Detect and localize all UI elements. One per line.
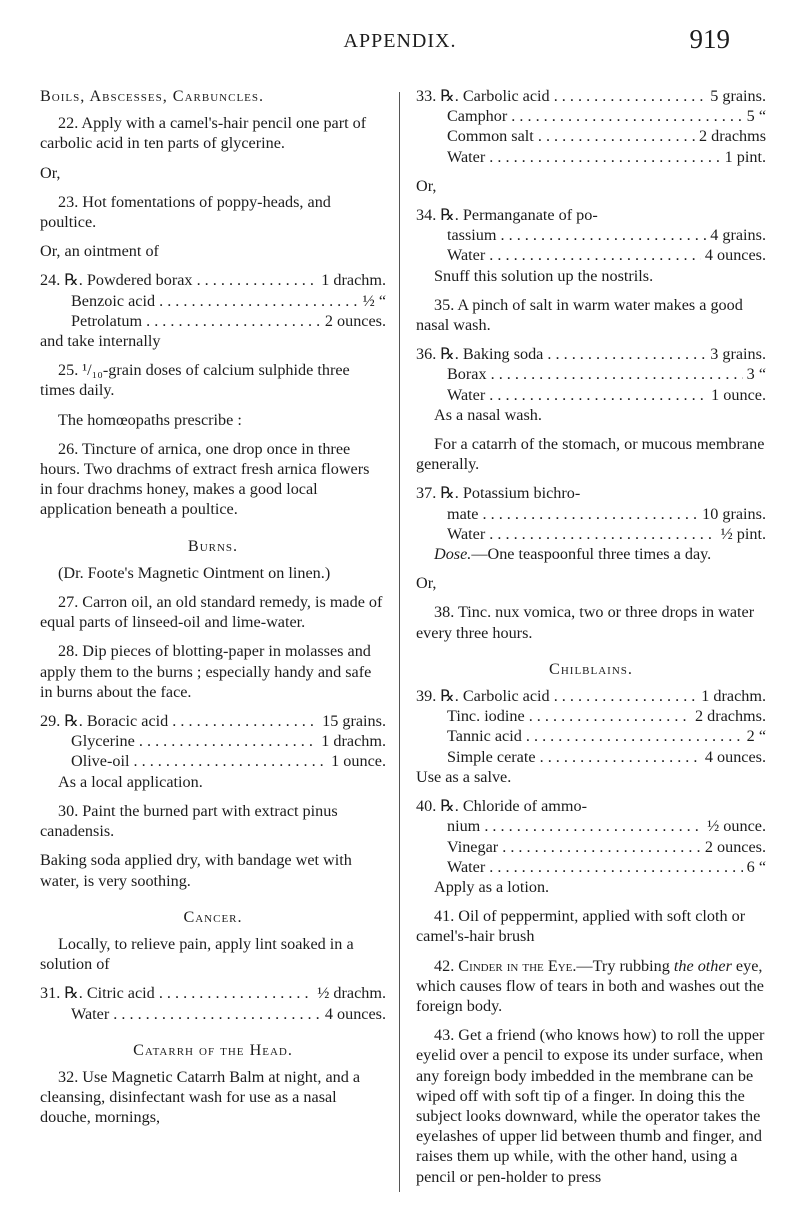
rx-quantity: ½ “ xyxy=(362,291,386,310)
rx-quantity: 1 drachm. xyxy=(321,732,386,751)
rx-ingredient: Borax . . . xyxy=(447,364,743,384)
rx-note: As a local application. xyxy=(58,772,203,791)
column-divider xyxy=(399,92,400,1192)
prescription-34 xyxy=(416,205,766,286)
rx-quantity: 3 grains. xyxy=(710,345,766,364)
rx-ingredient: nium . . . xyxy=(447,816,703,836)
rx-line xyxy=(40,983,386,1003)
prescription-33 xyxy=(416,86,766,167)
rx-quantity: 15 grains. xyxy=(322,712,386,731)
rx-ingredient: Simple cerate . . . xyxy=(447,747,701,767)
section-title-cancer: Cancer. xyxy=(183,907,243,926)
rx-line xyxy=(416,524,766,544)
prescription-24 xyxy=(40,270,386,351)
or-separator: Or, xyxy=(416,176,437,195)
rx-quantity: 2 ounces. xyxy=(324,311,386,330)
remedy-27: 27. Carron oil, an old standard remedy, is made of equal parts of linseed-oil and lime-water. xyxy=(40,593,383,632)
rx-line xyxy=(416,245,766,265)
rx-quantity: 4 ounces. xyxy=(324,1004,386,1023)
rx-note: Apply as a lotion. xyxy=(434,877,550,896)
rx-line xyxy=(416,126,766,146)
section-title-chilblains: Chilblains. xyxy=(549,659,633,678)
remedy-38: 38. Tinc. nux vomica, two or three drops in water every three hours. xyxy=(416,603,755,642)
rx-ingredient: 36. ℞. Baking soda . . . xyxy=(416,344,706,364)
rx-quantity: 2 drachms. xyxy=(694,707,766,726)
right-column xyxy=(416,86,766,1196)
rx-ingredient: Camphor . . . xyxy=(447,106,743,126)
rx-quantity: 4 ounces. xyxy=(704,747,766,766)
page-header xyxy=(0,24,800,64)
stomach-intro: For a catarrh of the stomach, or mucous membrane generally. xyxy=(416,435,765,474)
rx-ingredient: Vinegar . . . xyxy=(447,837,701,857)
rx-line xyxy=(416,106,766,126)
remedy-30-baking-soda: Baking soda applied dry, with bandage wet with water, is very soothing. xyxy=(40,851,352,890)
prescription-39 xyxy=(416,686,766,787)
rx-quantity: 2 drachms xyxy=(699,127,766,146)
rx-quantity: 4 ounces. xyxy=(704,246,766,265)
rx-ingredient: 29. ℞. Boracic acid . . . xyxy=(40,711,318,731)
prescription-40 xyxy=(416,796,766,897)
remedy-28: 28. Dip pieces of blotting-paper in molasses and apply them to the burns ; especially handy and safe in burns about the face. xyxy=(40,642,372,701)
rx-quantity: 6 “ xyxy=(746,857,766,876)
or-separator: Or, xyxy=(416,574,437,593)
rx-ingredient: Water . . . xyxy=(447,385,707,405)
or-separator: Or, xyxy=(40,163,61,182)
rx-quantity: 2 ounces. xyxy=(704,837,766,856)
rx-line xyxy=(40,1004,386,1024)
rx-ingredient: Tinc. iodine . . . xyxy=(447,706,691,726)
rx-note: As a nasal wash. xyxy=(434,405,542,424)
running-title: APPENDIX. xyxy=(343,30,457,52)
cancer-intro: Locally, to relieve pain, apply lint soaked in a solution of xyxy=(40,934,354,974)
remedy-22: 22. Apply with a camel's-hair pencil one part of carbolic acid in ten parts of glycerine. xyxy=(40,114,367,153)
ointment-intro: Or, an ointment of xyxy=(40,242,159,261)
rx-ingredient: Water . . . xyxy=(447,857,743,877)
remedy-32: 32. Use Magnetic Catarrh Balm at night, and a cleansing, disinfectant wash for use as a nasal douche, mornings, xyxy=(40,1067,361,1127)
rx-line xyxy=(416,706,766,726)
dose-line xyxy=(416,544,766,564)
rx-quantity: 5 “ xyxy=(746,107,766,126)
remedy-42-title: 42. Cinder in the Eye. xyxy=(434,956,577,975)
rx-quantity: 4 grains. xyxy=(710,226,766,245)
rx-quantity: 1 ounce. xyxy=(711,385,766,404)
rx-quantity: 1 drachm. xyxy=(321,271,386,290)
homeopaths-intro: The homœopaths prescribe : xyxy=(58,410,242,429)
remedy-26: 26. Tincture of arnica, one drop once in three hours. Two drachms of extract fresh arnica flowers in four drachms honey, makes a good local application beneath a poultice. xyxy=(40,439,370,519)
rx-ingredient: Olive-oil . . . xyxy=(71,751,327,771)
rx-quantity: 1 drachm. xyxy=(701,687,766,706)
rx-ingredient: tassium . . . xyxy=(447,225,706,245)
remedy-30: 30. Paint the burned part with extract pinus canadensis. xyxy=(40,801,338,841)
rx-ingredient: Water . . . xyxy=(447,147,721,167)
rx-ingredient: Water . . . xyxy=(447,245,701,265)
rx-ingredient: Water . . . xyxy=(447,524,717,544)
rx-ingredient: 24. ℞. Powdered borax . . . xyxy=(40,270,317,290)
rx-line xyxy=(416,837,766,857)
prescription-29 xyxy=(40,711,386,792)
rx-quantity: 10 grains. xyxy=(702,504,766,523)
rx-quantity: ½ ounce. xyxy=(707,817,766,836)
rx-quantity: 3 “ xyxy=(746,365,766,384)
remedy-25: 25. ¹/₁₀-grain doses of calcium sulphide three times daily. xyxy=(40,361,350,400)
rx-ingredient: Benzoic acid . . . xyxy=(71,291,359,311)
rx-line xyxy=(416,147,766,167)
prescription-37 xyxy=(416,483,766,564)
rx-head: 40. ℞. Chloride of ammo- xyxy=(416,797,587,816)
rx-line xyxy=(40,731,386,751)
page-number: 919 xyxy=(689,24,730,54)
remedy-23: 23. Hot fomentations of poppy-heads, and poultice. xyxy=(40,192,331,232)
section-title-catarrh: Catarrh of the Head. xyxy=(133,1040,293,1059)
rx-head: 37. ℞. Potassium bichro- xyxy=(416,484,581,503)
left-column xyxy=(40,86,386,1137)
remedy-43: 43. Get a friend (who knows how) to roll the upper eyelid over a pencil to expose its under surface, when any foreign body imbedded in the membrane can be wiped off with soft tip of a finger. In doing this the subject looks downward, while the operator takes the eyelashes of upper lid between thumb and finger, and raises them up while, with the other hand, using a pencil or pen-holder to press xyxy=(416,1026,765,1186)
rx-quantity: 2 “ xyxy=(746,727,766,746)
rx-note: Snuff this solution up the nostrils. xyxy=(434,266,654,285)
rx-head: 34. ℞. Permanganate of po- xyxy=(416,206,598,225)
dose-label: Dose. xyxy=(434,545,472,564)
rx-ingredient: Water . . . xyxy=(71,1004,321,1024)
rx-ingredient: Glycerine . . . xyxy=(71,731,317,751)
rx-line xyxy=(416,857,766,877)
rx-line xyxy=(40,270,386,290)
rx-line xyxy=(416,364,766,384)
section-title-boils: Boils, Abscesses, Carbuncles. xyxy=(40,87,265,105)
rx-ingredient: Tannic acid . . . xyxy=(447,726,743,746)
rx-note: Use as a salve. xyxy=(416,767,512,786)
rx-ingredient: 31. ℞. Citric acid . . . xyxy=(40,983,313,1003)
remedy-42-text-a: —Try rubbing xyxy=(576,956,674,975)
rx-quantity: ½ pint. xyxy=(720,524,766,543)
remedy-41: 41. Oil of peppermint, applied with soft cloth or camel's-hair brush xyxy=(416,907,746,946)
remedy-42 xyxy=(416,956,766,1017)
rx-quantity: 5 grains. xyxy=(710,87,766,105)
dose-text: —One teaspoonful three times a day. xyxy=(471,545,712,564)
foote-note: (Dr. Foote's Magnetic Ointment on linen.) xyxy=(58,563,331,582)
rx-ingredient: Petrolatum . . . xyxy=(71,311,321,331)
rx-line xyxy=(416,344,766,364)
remedy-35: 35. A pinch of salt in warm water makes a good nasal wash. xyxy=(416,295,743,335)
prescription-31 xyxy=(40,983,386,1023)
rx-line xyxy=(416,726,766,746)
rx-ingredient: Common salt . . . xyxy=(447,126,695,146)
rx-line xyxy=(416,504,766,524)
rx-line xyxy=(416,86,766,106)
section-title-burns: Burns. xyxy=(187,536,239,555)
rx-line xyxy=(416,816,766,836)
rx-line xyxy=(40,711,386,731)
rx-line xyxy=(416,747,766,767)
rx-quantity: 1 pint. xyxy=(724,147,766,166)
rx-line xyxy=(40,751,386,771)
rx-quantity: ½ drachm. xyxy=(317,984,386,1003)
rx-ingredient: mate . . . xyxy=(447,504,698,524)
rx-line xyxy=(416,686,766,706)
rx-ingredient: 33. ℞. Carbolic acid . . . xyxy=(416,86,706,106)
remedy-42-text-b: eye, which causes flow of tears in both and washes out the foreign body. xyxy=(416,956,764,1015)
rx-ingredient: 39. ℞. Carbolic acid . . . xyxy=(416,686,697,706)
rx-after: and take internally xyxy=(40,332,161,351)
rx-line xyxy=(416,225,766,245)
prescription-36 xyxy=(416,344,766,425)
rx-line xyxy=(40,291,386,311)
rx-line xyxy=(40,311,386,331)
rx-quantity: 1 ounce. xyxy=(331,752,386,771)
rx-line xyxy=(416,385,766,405)
remedy-42-emphasis: the other xyxy=(673,956,732,975)
